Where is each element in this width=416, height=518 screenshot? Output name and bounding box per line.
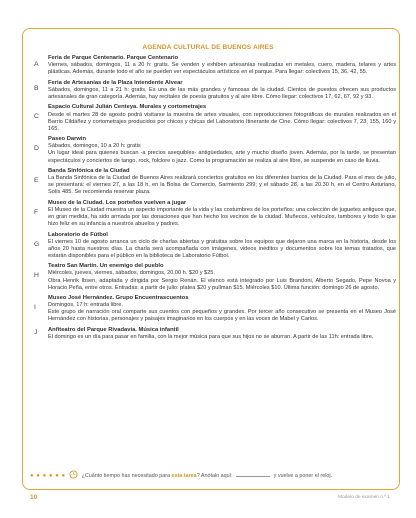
entry-body: Sábados, domingos, 10 a 20 h: gratis [48, 143, 141, 150]
entry-letter: C [34, 113, 39, 121]
entry-body: Miércoles, jueves, viernes, sábados, domingos, 20.00 h. $20 y $25. [48, 270, 215, 277]
entry-body: Viernes, sábados, domingos, 11 a 20 h: gratis. Se venden y exhiben artesanías realizadas en metales, cuero, madera, telares y artes plásticas. Además, durante todo el año se pueden ver espectáculos artísticos en el parque. Para llegar: colectivos 15, 36, 42, 55. [48, 62, 396, 76]
entry-body: Domingos, 17 h: entrada libre. [48, 302, 123, 309]
entry-body: La Banda Sinfónica de la Ciudad de Buenos Aires realizará conciertos gratuitos en los diferentes barrios de la Ciudad. Para el mes de julio, se presentará: el viernes 27, a las 18 h, en la Bolsa de Comercio, Sarmiento 299; y el sábado 28, a las 20.30 h, en el Centro Asturiano, Solís 485. Se recomienda reservar plaza. [48, 175, 396, 196]
entry-heading: Feria de Artesanías de la Plaza Intendente Alvear [48, 79, 183, 86]
tip-bold: esta tarea [171, 472, 197, 479]
entry-letter: B [34, 85, 39, 93]
tip-end: y vuelve a poner el reloj. [273, 472, 333, 479]
entry-body: El Museo de la Ciudad muestra un aspecto importante de la vida y las costumbres de los porteños: una colección de juguetes antiguos que, en gran medida, ha sido armada por las donaciones que han hecho los vecinos de la ciudad. Muñecos, vehículos, tambores y todo lo que hizo feliz en su infancia a nuestros abuelos y padres. [48, 206, 396, 228]
entry-heading: Laboratorio de Fútbol [48, 231, 108, 238]
page-footer-label: Modelo de examen n.º 1 [338, 495, 390, 500]
entry-heading: Museo de la Ciudad. Los porteños vuelven a jugar [48, 199, 187, 206]
entry-heading: Espacio Cultural Julián Centeya. Murales y cortometrajes [48, 104, 207, 111]
entry-heading: Anfiteatro del Parque Rivadavia. Música infantil [48, 326, 179, 333]
agenda-entry [34, 295, 396, 323]
entry-letter: I [34, 304, 36, 312]
clock-icon [69, 470, 78, 481]
entry-heading: Banda Sinfónica de la Ciudad [48, 167, 130, 174]
agenda-list [34, 55, 396, 344]
entry-body: Sábados, domingos, 11 a 21 h: gratis. Es una de las más grandes y famosas de la ciudad. Cientos de puestos ofrecen sus productos artesanales de gran categoría. Además, hay recitales de poesía gratuitos y al aire libre. Cómo llegar: colectivos 17, 62, 67, 92 y 93. [48, 86, 396, 100]
agenda-entry [34, 80, 396, 101]
tip-rest: ? Anótalo aquí: [196, 472, 233, 479]
entry-heading: Teatro San Martín. Un enemigo del pueblo [48, 263, 164, 270]
agenda-entry [34, 200, 396, 228]
entry-heading: Museo José Hernández. Grupo Encuentrascuentos [48, 295, 189, 302]
entry-letter: E [34, 176, 39, 184]
entry-heading: Paseo Darwin [48, 136, 87, 143]
page-title: AGENDA CULTURAL DE BUENOS AIRES [142, 44, 274, 51]
agenda-entry [34, 104, 396, 132]
entry-body: Un lugar ideal para quienes buscan -a precios asequibles- antigüedades, arte y mucho diseño joven. Además, por la tarde, se presentan espectáculos y conciertos de tango, rock, folclore o jazz. Como la programación se realiza al aire libre, se suspende en caso de lluvia. [48, 150, 396, 164]
agenda-entry [34, 136, 396, 164]
decorative-dots: ● ● ● ● ● ● [30, 472, 66, 479]
entry-body: Desde el martes 28 de agosto podrá visitarse la muestra de artes visuales, con reproducciones fotográficas de murales realizados en el Barrio Cildáñez y cortometrajes producidos por chicos y chicas del Laboratorio Itinerante de Cine. Cómo llegar: colectivos 7, 23, 155, 160 y 165. [48, 111, 396, 132]
entry-letter: J [34, 328, 38, 336]
agenda-entry [34, 55, 396, 76]
timer-tip [30, 470, 390, 481]
entry-body: Obra Henrik Ibsen, adaptada y dirigida por Sergio Renán. El elenco está integrado por Luis Brandoni, Alberto Segado, Pepe Novoa y Horacio Peña, entre otros. Entradas: a partir de julio: platea $20 y pullman $15. Miércoles $10. Última función: domingo 26 de agosto. [48, 277, 396, 291]
entry-body: El viernes 10 de agosto arranca un ciclo de charlas abiertas y gratuitas sobre los equipos que dejaron una marca en la historia, desde los años 20 hasta nuestros días. La charla será acompañada con imágenes, videos inéditos y documentos sobre los temas tratados, que estarán disponibles para el público en la biblioteca de Laboratorio Fútbol. [48, 238, 396, 259]
entry-heading: Feria de Parque Centenario. Parque Centenario [48, 55, 179, 61]
entry-letter: G [34, 240, 40, 248]
agenda-entry [34, 168, 396, 196]
entry-letter: F [34, 208, 39, 216]
entry-letter: A [34, 60, 39, 68]
time-blank[interactable] [236, 476, 270, 477]
entry-body: Este grupo de narración oral comparte sus cuentos con pequeños y grandes. Por tercer año consecutivo se presenta en el Museo José Hernández con historias, personajes y paisajes imaginarios en los cuerpos y en las voces de Mabel y Carlos. [48, 309, 396, 323]
entry-letter: D [34, 145, 39, 153]
page-number: 10 [30, 494, 38, 501]
tip-question: ¿Cuánto tiempo has necesitado para [81, 472, 170, 479]
agenda-entry [34, 263, 396, 291]
entry-letter: H [34, 272, 39, 280]
entry-body: El domingo es un día para pasar en familia, con la mejor música para que sus hijos no se aburran. A partir de las 11h: entrada libre. [48, 334, 374, 341]
agenda-entry [34, 327, 396, 341]
agenda-entry [34, 232, 396, 260]
